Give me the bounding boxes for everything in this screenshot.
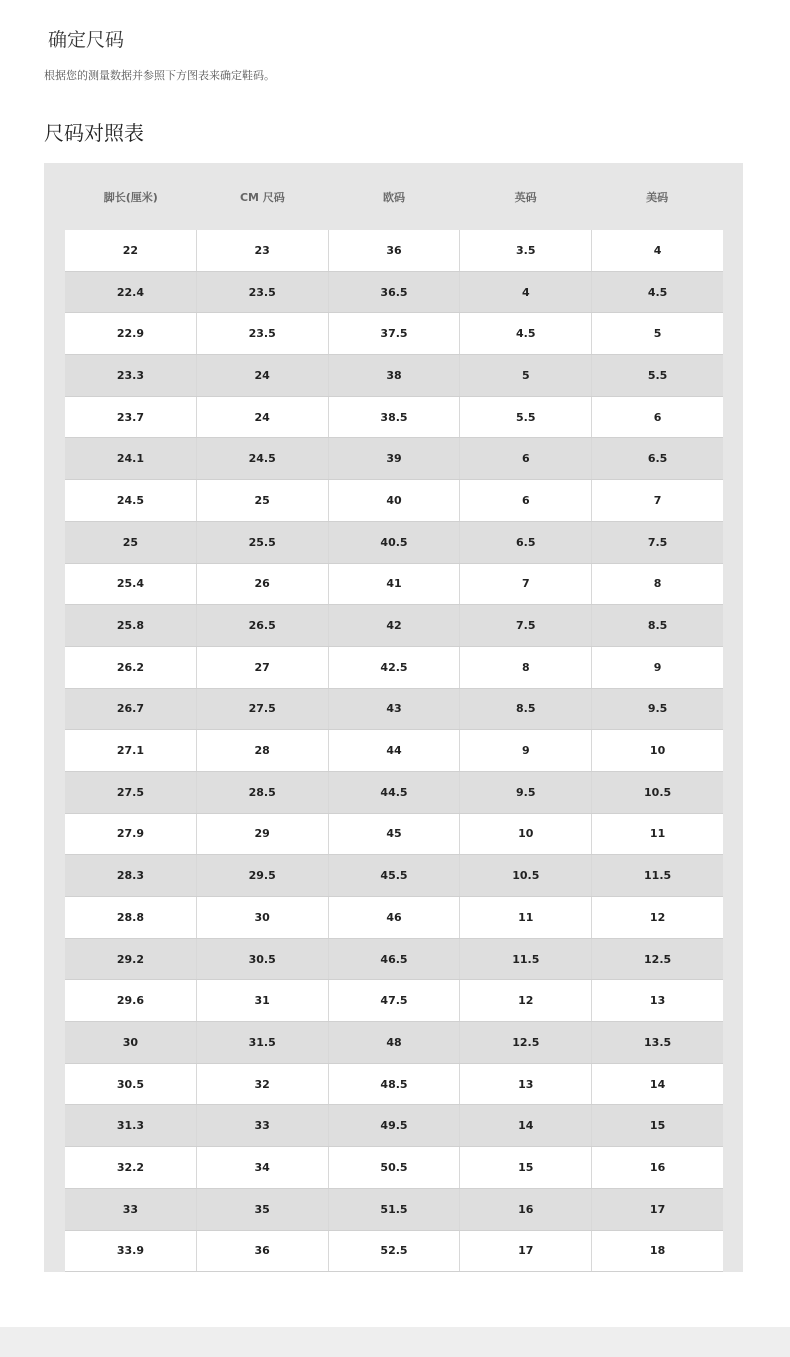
cell-foot-length: 22 bbox=[65, 230, 197, 271]
cell-uk-size: 12 bbox=[460, 980, 592, 1021]
cell-foot-length: 31.3 bbox=[65, 1105, 197, 1146]
cell-cm-size: 26.5 bbox=[197, 605, 329, 646]
cell-eu-size: 46.5 bbox=[329, 939, 461, 980]
cell-eu-size: 44.5 bbox=[329, 772, 461, 813]
table-row bbox=[65, 522, 723, 564]
cell-uk-size: 3.5 bbox=[460, 230, 592, 271]
cell-uk-size: 9.5 bbox=[460, 772, 592, 813]
cell-cm-size: 24 bbox=[197, 355, 329, 396]
table-header bbox=[65, 163, 723, 230]
cell-cm-size: 25 bbox=[197, 480, 329, 521]
table-row bbox=[65, 564, 723, 606]
cell-us-size: 5 bbox=[653, 327, 662, 341]
table-row bbox=[65, 272, 723, 314]
size-table bbox=[44, 163, 743, 1272]
cell-foot-length: 33 bbox=[65, 1189, 197, 1230]
cell-us-size: 9.5 bbox=[647, 702, 668, 716]
cell-us-size: 8.5 bbox=[647, 619, 668, 633]
cell-foot-length: 26.2 bbox=[65, 647, 197, 688]
cell-us-size: 14 bbox=[649, 1077, 666, 1091]
cell-eu-size: 46 bbox=[329, 897, 461, 938]
cell-us-size: 4 bbox=[653, 243, 662, 257]
cell-cm-size: 29.5 bbox=[197, 855, 329, 896]
table-row bbox=[65, 1064, 723, 1106]
cell-uk-size: 4 bbox=[460, 272, 592, 313]
cell-eu-size: 49.5 bbox=[329, 1105, 461, 1146]
table-row bbox=[65, 230, 723, 272]
cell-us-size: 7.5 bbox=[647, 535, 668, 549]
column-header-us-size: 美码 bbox=[646, 190, 669, 204]
table-row bbox=[65, 1147, 723, 1189]
cell-cm-size: 24.5 bbox=[197, 438, 329, 479]
cell-foot-length: 30 bbox=[65, 1022, 197, 1063]
cell-eu-size: 51.5 bbox=[329, 1189, 461, 1230]
cell-uk-size: 5.5 bbox=[460, 397, 592, 438]
cell-eu-size: 40.5 bbox=[329, 522, 461, 563]
cell-foot-length: 27.5 bbox=[65, 772, 197, 813]
cell-us-size: 8 bbox=[653, 577, 662, 591]
cell-eu-size: 48.5 bbox=[329, 1064, 461, 1105]
cell-eu-size: 36 bbox=[329, 230, 461, 271]
cell-cm-size: 30 bbox=[197, 897, 329, 938]
cell-us-size: 7 bbox=[653, 493, 662, 507]
cell-us-size: 11.5 bbox=[644, 869, 672, 883]
table-row bbox=[65, 480, 723, 522]
cell-cm-size: 36 bbox=[197, 1231, 329, 1272]
cell-foot-length: 33.9 bbox=[65, 1231, 197, 1272]
cell-cm-size: 32 bbox=[197, 1064, 329, 1105]
cell-uk-size: 16 bbox=[460, 1189, 592, 1230]
table-row bbox=[65, 730, 723, 772]
cell-cm-size: 29 bbox=[197, 814, 329, 855]
cell-us-size: 15 bbox=[649, 1119, 666, 1133]
cell-eu-size: 38 bbox=[329, 355, 461, 396]
cell-cm-size: 25.5 bbox=[197, 522, 329, 563]
cell-uk-size: 9 bbox=[460, 730, 592, 771]
cell-uk-size: 4.5 bbox=[460, 313, 592, 354]
cell-cm-size: 34 bbox=[197, 1147, 329, 1188]
cell-uk-size: 6.5 bbox=[460, 522, 592, 563]
table-row bbox=[65, 772, 723, 814]
cell-us-size: 5.5 bbox=[647, 368, 668, 382]
cell-foot-length: 25.8 bbox=[65, 605, 197, 646]
table-row bbox=[65, 355, 723, 397]
cell-foot-length: 27.1 bbox=[65, 730, 197, 771]
cell-uk-size: 15 bbox=[460, 1147, 592, 1188]
cell-foot-length: 27.9 bbox=[65, 814, 197, 855]
cell-cm-size: 35 bbox=[197, 1189, 329, 1230]
cell-cm-size: 33 bbox=[197, 1105, 329, 1146]
cell-uk-size: 17 bbox=[460, 1231, 592, 1272]
cell-uk-size: 7 bbox=[460, 564, 592, 605]
cell-uk-size: 10 bbox=[460, 814, 592, 855]
cell-eu-size: 45.5 bbox=[329, 855, 461, 896]
cell-cm-size: 31.5 bbox=[197, 1022, 329, 1063]
cell-foot-length: 29.2 bbox=[65, 939, 197, 980]
cell-us-size: 13.5 bbox=[644, 1035, 672, 1049]
cell-us-size: 12.5 bbox=[644, 952, 672, 966]
cell-foot-length: 23.3 bbox=[65, 355, 197, 396]
table-body bbox=[65, 230, 723, 1272]
cell-foot-length: 28.3 bbox=[65, 855, 197, 896]
cell-us-size: 11 bbox=[649, 827, 666, 841]
cell-foot-length: 22.9 bbox=[65, 313, 197, 354]
column-header-uk-size: 英码 bbox=[514, 190, 537, 204]
cell-eu-size: 47.5 bbox=[329, 980, 461, 1021]
cell-cm-size: 28.5 bbox=[197, 772, 329, 813]
cell-cm-size: 27 bbox=[197, 647, 329, 688]
cell-cm-size: 27.5 bbox=[197, 689, 329, 730]
cell-foot-length: 26.7 bbox=[65, 689, 197, 730]
cell-eu-size: 48 bbox=[329, 1022, 461, 1063]
table-row bbox=[65, 1105, 723, 1147]
cell-uk-size: 11.5 bbox=[460, 939, 592, 980]
cell-foot-length: 24.1 bbox=[65, 438, 197, 479]
cell-eu-size: 44 bbox=[329, 730, 461, 771]
cell-eu-size: 41 bbox=[329, 564, 461, 605]
cell-uk-size: 6 bbox=[460, 480, 592, 521]
table-row bbox=[65, 689, 723, 731]
table-row bbox=[65, 1189, 723, 1231]
table-row bbox=[65, 980, 723, 1022]
cell-us-size: 18 bbox=[649, 1244, 666, 1258]
table-row bbox=[65, 438, 723, 480]
column-header-foot-length: 脚长(厘米) bbox=[103, 190, 158, 204]
cell-uk-size: 7.5 bbox=[460, 605, 592, 646]
cell-us-size: 9 bbox=[653, 660, 662, 674]
table-row bbox=[65, 313, 723, 355]
cell-cm-size: 28 bbox=[197, 730, 329, 771]
cell-cm-size: 31 bbox=[197, 980, 329, 1021]
cell-foot-length: 28.8 bbox=[65, 897, 197, 938]
cell-eu-size: 36.5 bbox=[329, 272, 461, 313]
cell-us-size: 4.5 bbox=[647, 285, 668, 299]
table-row bbox=[65, 939, 723, 981]
cell-eu-size: 43 bbox=[329, 689, 461, 730]
cell-uk-size: 13 bbox=[460, 1064, 592, 1105]
section-description: 根据您的测量数据并参照下方图表来确定鞋码。 bbox=[44, 69, 275, 82]
table-row bbox=[65, 397, 723, 439]
cell-eu-size: 39 bbox=[329, 438, 461, 479]
cell-us-size: 10.5 bbox=[644, 785, 672, 799]
cell-uk-size: 8 bbox=[460, 647, 592, 688]
table-row bbox=[65, 1022, 723, 1064]
cell-cm-size: 23.5 bbox=[197, 313, 329, 354]
cell-foot-length: 30.5 bbox=[65, 1064, 197, 1105]
cell-eu-size: 50.5 bbox=[329, 1147, 461, 1188]
cell-foot-length: 24.5 bbox=[65, 480, 197, 521]
cell-us-size: 17 bbox=[649, 1202, 666, 1216]
cell-cm-size: 23 bbox=[197, 230, 329, 271]
cell-foot-length: 25 bbox=[65, 522, 197, 563]
cell-uk-size: 12.5 bbox=[460, 1022, 592, 1063]
cell-cm-size: 23.5 bbox=[197, 272, 329, 313]
table-row bbox=[65, 1231, 723, 1273]
table-row bbox=[65, 855, 723, 897]
cell-us-size: 6 bbox=[653, 410, 662, 424]
cell-cm-size: 30.5 bbox=[197, 939, 329, 980]
column-header-eu-size: 欧码 bbox=[382, 190, 405, 204]
column-header-cm-size: CM 尺码 bbox=[239, 190, 285, 204]
section-title: 确定尺码 bbox=[48, 29, 125, 51]
cell-foot-length: 32.2 bbox=[65, 1147, 197, 1188]
cell-uk-size: 10.5 bbox=[460, 855, 592, 896]
cell-us-size: 6.5 bbox=[647, 452, 668, 466]
cell-us-size: 12 bbox=[649, 910, 666, 924]
cell-eu-size: 42.5 bbox=[329, 647, 461, 688]
table-row bbox=[65, 605, 723, 647]
cell-foot-length: 25.4 bbox=[65, 564, 197, 605]
cell-eu-size: 42 bbox=[329, 605, 461, 646]
cell-eu-size: 40 bbox=[329, 480, 461, 521]
cell-us-size: 13 bbox=[649, 994, 666, 1008]
size-chart-title: 尺码对照表 bbox=[44, 121, 144, 145]
cell-eu-size: 38.5 bbox=[329, 397, 461, 438]
cell-foot-length: 23.7 bbox=[65, 397, 197, 438]
cell-uk-size: 5 bbox=[460, 355, 592, 396]
table-row bbox=[65, 897, 723, 939]
footer-bar bbox=[0, 1327, 790, 1357]
cell-cm-size: 26 bbox=[197, 564, 329, 605]
cell-eu-size: 52.5 bbox=[329, 1231, 461, 1272]
cell-foot-length: 22.4 bbox=[65, 272, 197, 313]
table-row bbox=[65, 814, 723, 856]
cell-uk-size: 14 bbox=[460, 1105, 592, 1146]
cell-uk-size: 6 bbox=[460, 438, 592, 479]
cell-eu-size: 37.5 bbox=[329, 313, 461, 354]
cell-uk-size: 8.5 bbox=[460, 689, 592, 730]
table-row bbox=[65, 647, 723, 689]
cell-eu-size: 45 bbox=[329, 814, 461, 855]
cell-uk-size: 11 bbox=[460, 897, 592, 938]
cell-cm-size: 24 bbox=[197, 397, 329, 438]
cell-us-size: 16 bbox=[649, 1160, 666, 1174]
cell-us-size: 10 bbox=[649, 744, 666, 758]
cell-foot-length: 29.6 bbox=[65, 980, 197, 1021]
